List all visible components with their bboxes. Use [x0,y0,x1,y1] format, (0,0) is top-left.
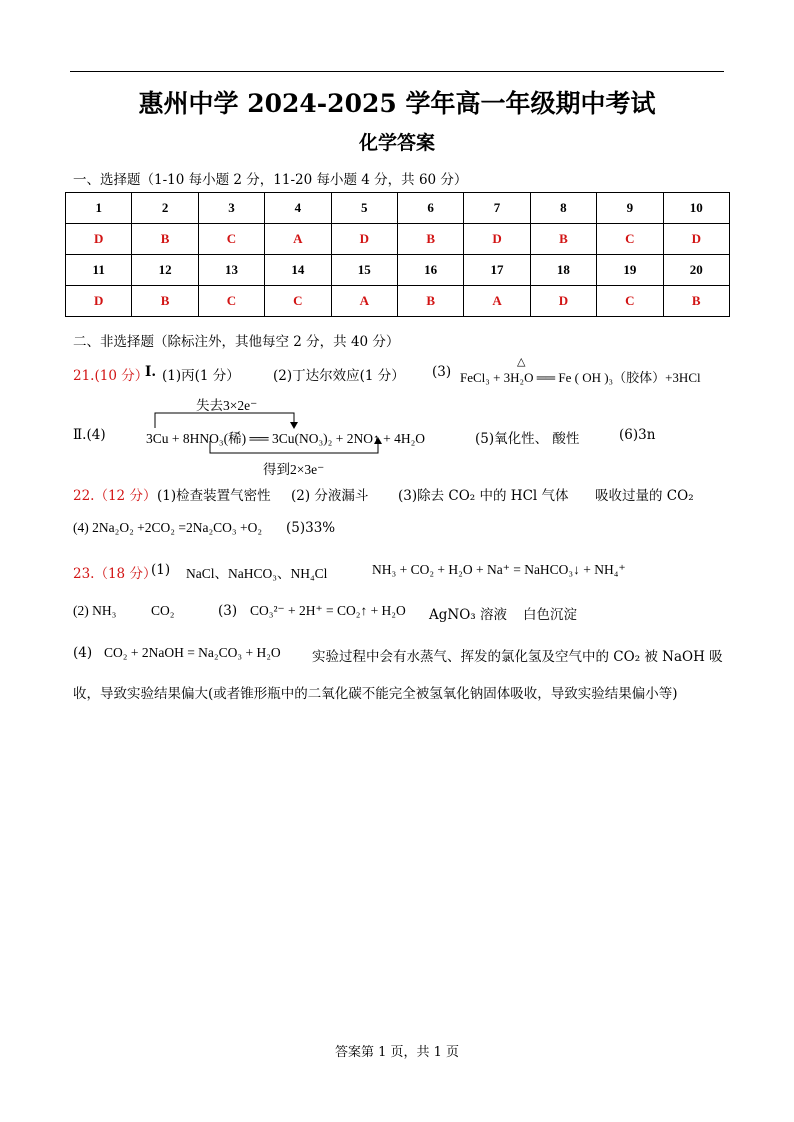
question-number-cell: 1 [66,193,132,224]
q23-answer-3-precipitate: 白色沉淀 [523,607,577,623]
answer-cell: D [331,224,397,255]
question-number-cell: 12 [132,255,198,286]
q21-fecl3-equation: FeCl₃ + 3H₂O ══ Fe ( OH )₃（胶体）+3HCl [460,370,701,385]
q22-answer-4: (4) 2Na₂O₂ +2CO₂ =2Na₂CO₃ +O₂ [73,520,263,535]
q21-answer-6: (6)3n [619,427,656,443]
q23-answer-2-nh3: (2) NH₃ [73,603,117,618]
answer-cell: C [198,224,264,255]
section2-heading: 二、非选择题（除标注外，其他每空 2 分，共 40 分） [73,334,400,350]
answer-cell: B [663,286,729,317]
q21-part1-roman: Ⅰ. [145,364,157,380]
q21-answer-5: (5)氧化性、 酸性 [475,431,580,447]
q21-label: 21.(10 分） [73,368,149,384]
answer-cell: B [132,224,198,255]
answer-row [66,224,730,255]
question-number-cell: 11 [66,255,132,286]
question-number-cell: 3 [198,193,264,224]
answer-cell: A [331,286,397,317]
question-number-cell: 8 [530,193,596,224]
q23-answer-4-label: (4) [73,645,93,661]
page-title: 惠州中学 2024-2025 学年高一年级期中考试 [138,89,656,118]
answer-cell: B [530,224,596,255]
page-footer: 答案第 1 页，共 1 页 [334,1045,460,1060]
q21-answer-1: (1)丙(1 分） [162,368,240,384]
q22-answer-5: (5)33% [286,520,336,536]
q21-answer-2: (2)丁达尔效应(1 分） [273,368,405,384]
answer-cell: A [464,286,530,317]
question-number-cell: 6 [397,193,463,224]
question-number-cell: 2 [132,193,198,224]
answer-cell: D [663,224,729,255]
question-number-row [66,193,730,224]
question-number-cell: 14 [265,255,331,286]
answer-cell: D [66,224,132,255]
question-number-cell: 19 [597,255,663,286]
q21-part2-label: Ⅱ.(4) [73,427,106,443]
q23-label: 23.（18 分） [73,566,157,582]
heat-condition-symbol: △ [517,355,526,368]
question-number-cell: 17 [464,255,530,286]
q22-label: 22.（12 分） [73,488,157,504]
answer-cell: B [397,286,463,317]
answer-cell: A [265,224,331,255]
q22-answer-2: (2) 分液漏斗 [291,488,369,504]
question-number-cell: 9 [597,193,663,224]
page-subtitle: 化学答案 [358,132,435,154]
question-number-cell: 18 [530,255,596,286]
q22-answer-3b: 吸收过量的 CO₂ [595,488,694,504]
answer-cell: B [397,224,463,255]
answer-row [66,286,730,317]
q23-answer-2-co2: CO₂ [151,603,175,618]
top-rule [70,71,724,72]
question-number-cell: 15 [331,255,397,286]
question-number-cell: 10 [663,193,729,224]
q21-cu-hno3-equation: 3Cu + 8HNO₃(稀) ══ 3Cu(NO₃)₂ + 2NO↑ + 4H₂O [146,431,426,446]
q23-answer-4-equation: CO₂ + 2NaOH = Na₂CO₃ + H₂O [104,645,281,660]
q22-answer-3: (3)除去 CO₂ 中的 HCl 气体 [398,488,569,504]
question-number-cell: 7 [464,193,530,224]
q23-answer-3-reagent: AgNO₃ 溶液 [429,607,507,623]
q23-answer-3-label: (3) [218,603,238,619]
answer-cell: D [530,286,596,317]
q23-answer-1-equation: NH₃ + CO₂ + H₂O + Na⁺ = NaHCO₃↓ + NH₄⁺ [372,562,626,577]
answer-cell: D [66,286,132,317]
question-number-cell: 16 [397,255,463,286]
q22-answer-1: (1)检查装置气密性 [157,488,271,504]
question-number-cell: 5 [331,193,397,224]
electron-gained-label: 得到2×3e⁻ [263,462,325,477]
q21-answer-3-label: (3) [432,364,452,380]
answer-cell: D [464,224,530,255]
answer-cell: B [132,286,198,317]
answer-cell: C [265,286,331,317]
q23-answer-4-explanation-2: 收，导致实验结果偏大(或者锥形瓶中的二氧化碳不能完全被氢氧化钠固体吸收，导致实验结果偏小等) [73,686,678,702]
q23-answer-4-explanation-1: 实验过程中会有水蒸气、挥发的氯化氢及空气中的 CO₂ 被 NaOH 吸 [312,649,723,665]
q23-answer-3-equation: CO₃²⁻ + 2H⁺ = CO₂↑ + H₂O [250,603,406,618]
question-number-cell: 4 [265,193,331,224]
q23-answer-1-label: (1) [151,562,171,578]
answer-cell: C [597,286,663,317]
q23-answer-1-substances: NaCl、NaHCO₃、NH₄Cl [186,566,328,581]
answer-table [65,192,730,317]
section1-heading: 一、选择题（1-10 每小题 2 分，11-20 每小题 4 分，共 60 分） [73,172,468,188]
answer-cell: C [597,224,663,255]
answer-cell: C [198,286,264,317]
question-number-cell: 20 [663,255,729,286]
question-number-row [66,255,730,286]
electron-lost-label: 失去3×2e⁻ [196,398,258,413]
question-number-cell: 13 [198,255,264,286]
